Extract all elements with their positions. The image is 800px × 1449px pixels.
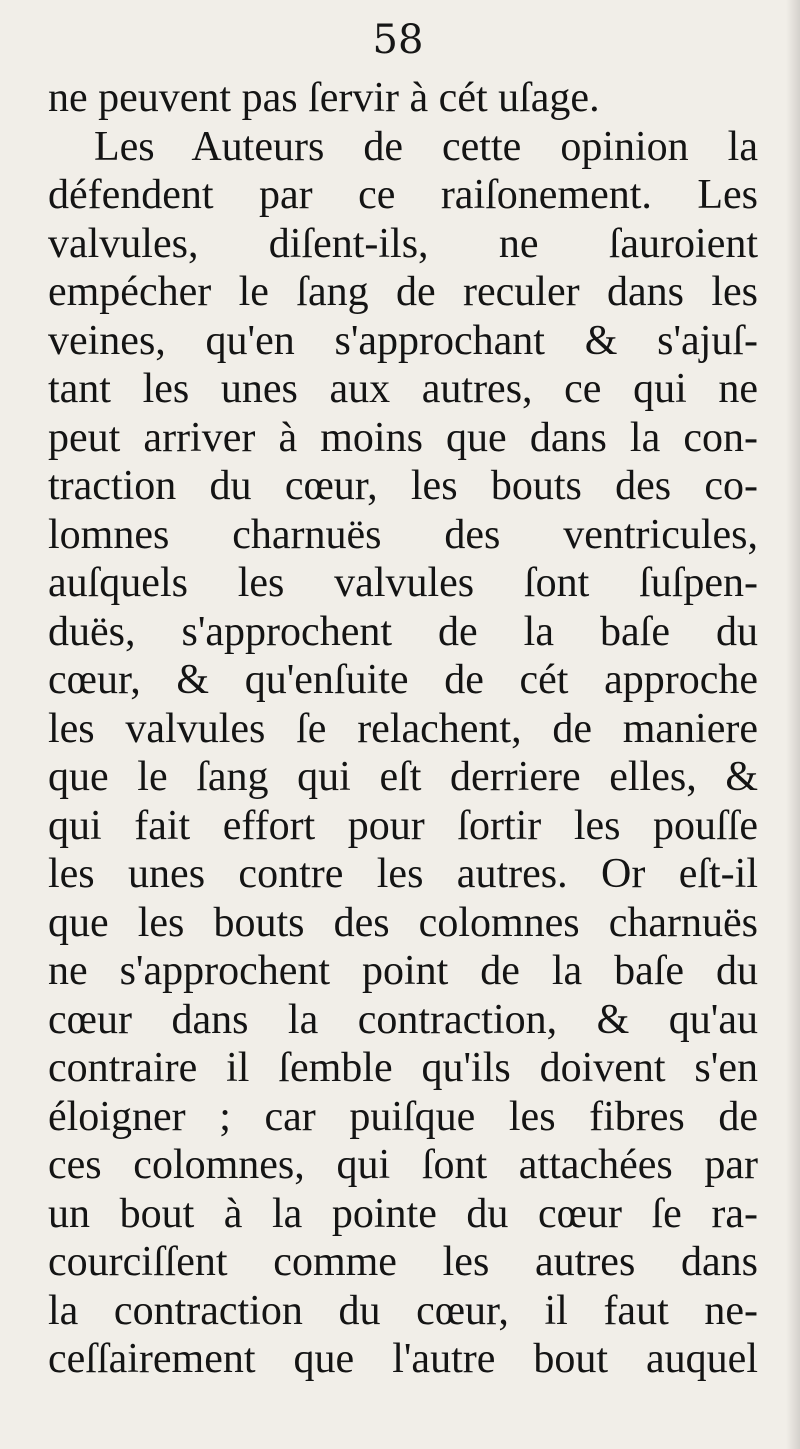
text-line: valvules, diſent-ils, ne ſauroient	[48, 220, 758, 267]
text-line: ceſſairement que l'autre bout auquel	[48, 1336, 758, 1382]
text-line: lomnes charnuës des ventricules,	[48, 511, 758, 558]
text-line: cœur dans la contraction, & qu'au	[48, 996, 758, 1043]
text-line: qui fait effort pour ſortir les pouſſe	[48, 802, 758, 849]
text-line: traction du cœur, les bouts des co-	[48, 463, 758, 509]
text-line: ces colomnes, qui ſont attachées par	[48, 1142, 758, 1188]
text-line: auſquels les valvules ſont ſuſpen-	[48, 560, 758, 606]
text-line: cœur, & qu'enſuite de cét approche	[48, 657, 758, 703]
text-line: Les Auteurs de cette opinion la	[94, 123, 758, 170]
text-line: les unes contre les autres. Or eſt-il	[48, 851, 758, 897]
page-number: 58	[372, 17, 424, 63]
text-line: courciſſent comme les autres dans	[48, 1239, 758, 1285]
text-line: veines, qu'en s'approchant & s'ajuſ-	[48, 317, 758, 364]
text-line: un bout à la pointe du cœur ſe ra-	[48, 1190, 758, 1237]
text-line: que les bouts des colomnes charnuës	[48, 899, 758, 946]
page-edge-shadow	[786, 0, 800, 1449]
text-line: ne peuvent pas ſervir à cét uſage.	[48, 75, 600, 121]
text-line: tant les unes aux autres, ce qui ne	[48, 366, 758, 412]
text-line: que le ſang qui eſt derriere elles, &	[48, 754, 758, 800]
text-line: peut arriver à moins que dans la con-	[48, 414, 758, 461]
text-line: défendent par ce raiſonement. Les	[48, 172, 758, 218]
text-line: contraire il ſemble qu'ils doivent s'en	[48, 1045, 758, 1091]
text-line: la contraction du cœur, il faut ne-	[48, 1287, 758, 1334]
text-line: ne s'approchent point de la baſe du	[48, 948, 758, 994]
body-text	[48, 74, 758, 1384]
text-line: éloigner ; car puiſque les fibres de	[48, 1093, 758, 1140]
text-line: les valvules ſe relachent, de maniere	[48, 705, 758, 752]
text-line: duës, s'approchent de la baſe du	[48, 608, 758, 655]
text-line: empécher le ſang de reculer dans les	[48, 269, 758, 315]
